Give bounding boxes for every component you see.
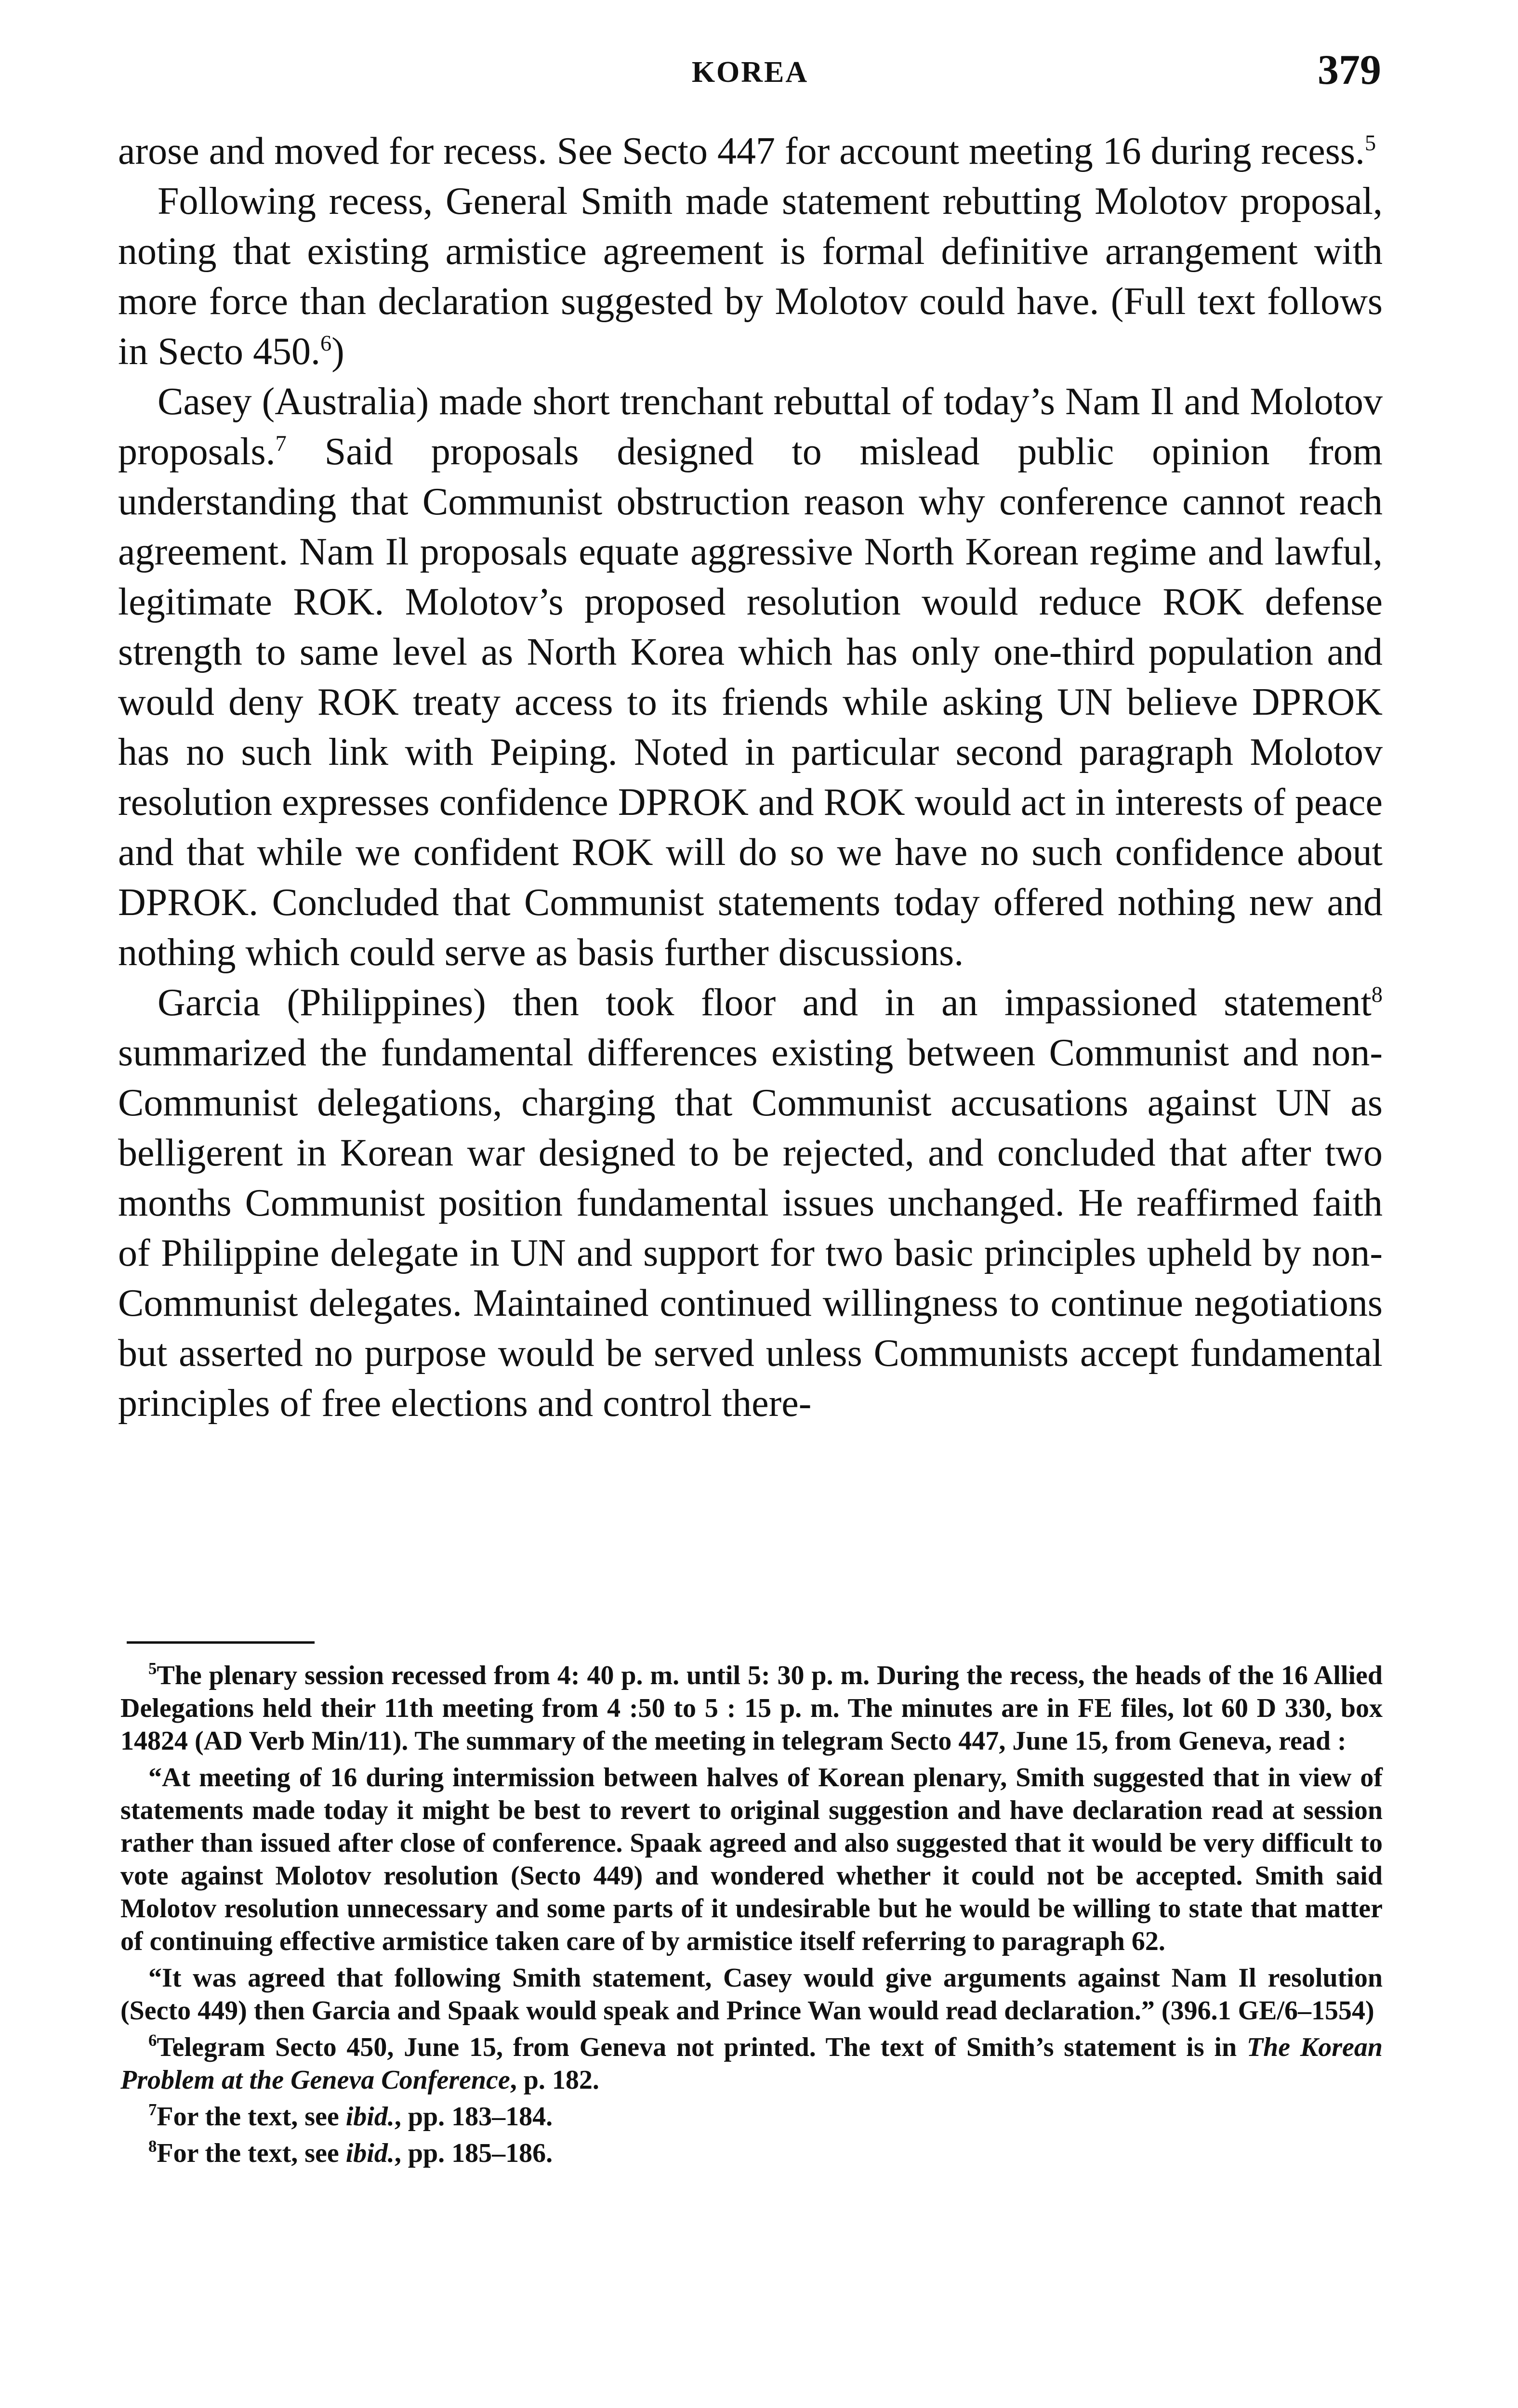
footnote-8-mark: 8 xyxy=(148,2137,157,2156)
footnote-5-text: The plenary session recessed from 4: 40 p. m. until 5: 30 p. m. During the recess, the heads of the 16 Allied Delegations held their 11th meeting from 4 :50 to 5 : 15 p. m. The minutes are in FE files, lot 60 D 330, box 14824 (AD Verb Min/11). The summary of the meeting in telegram Secto 447, June 15, from Geneva, read : xyxy=(120,1661,1383,1756)
paragraph-2 xyxy=(118,176,1383,377)
footnote-ref-5: 5 xyxy=(1365,131,1376,156)
footnote-ref-8: 8 xyxy=(1371,982,1383,1008)
paragraph-1 xyxy=(118,126,1383,176)
footnote-6-mark: 6 xyxy=(148,2031,157,2050)
footnote-5-mark: 5 xyxy=(148,1659,157,1678)
footnote-8-pages: , pp. 185–186. xyxy=(394,2138,553,2168)
footnote-6-text: Telegram Secto 450, June 15, from Geneva not printed. The text of Smith’s statement is in xyxy=(157,2032,1247,2062)
running-head: KOREA xyxy=(691,56,809,89)
footnote-7-ibid: ibid. xyxy=(345,2102,395,2132)
paragraph-3-rest: Said proposals designed to mislead public opinion from understanding that Communist obstruction reason why conference cannot reach agreement. Nam Il proposals equate aggressive North Korean regime and lawful, legitimate ROK. Molotov’s proposed resolution would reduce ROK defense strength to same level as North Korea which has only one-third population and would deny ROK treaty access to its friends while asking UN believe DPROK has no such link with Peiping. Noted in particular second paragraph Molotov resolution expresses confidence DPROK and ROK would act in interests of peace and that while we confident ROK will do so we have no such confidence about DPROK. Concluded that Communist statements today offered nothing new and nothing which could serve as basis further discussions. xyxy=(118,431,1383,974)
footnote-6-page: , p. 182. xyxy=(510,2065,599,2095)
footnote-7-text: For the text, see xyxy=(157,2102,346,2132)
footnotes xyxy=(120,1659,1383,2173)
page-header xyxy=(119,46,1381,99)
footnote-6-title: The Korean Problem at the Geneva Conference xyxy=(120,2032,1383,2095)
paragraph-4-rest: summarized the fundamental differences existing between Communist and non-Communist delegations, charging that Communist accusations against UN as belligerent in Korean war designed to be rejected, and concluded that after two months Communist position fundamental issues unchanged. He reaffirmed faith of Philippine delegate in UN and support for two basic principles upheld by non-Communist delegates. Maintained continued willingness to continue negotiations but asserted no purpose would be served unless Communists accept fundamental principles of free elections and control there- xyxy=(118,1032,1383,1425)
paragraph-3 xyxy=(118,377,1383,978)
footnote-ref-7: 7 xyxy=(275,432,287,457)
footnote-8 xyxy=(120,2137,1383,2170)
page-number: 379 xyxy=(1318,47,1381,93)
footnote-5 xyxy=(120,1659,1383,1757)
footnote-7-mark: 7 xyxy=(148,2100,157,2120)
footnote-5-quote-1: “At meeting of 16 during intermission between halves of Korean plenary, Smith suggested that in view of statements made today it might be best to revert to original suggestion and have declaration read at session rather than issued after close of conference. Spaak agreed and also suggested that it would be very difficult to vote against Molotov resolution (Secto 449) and wondered whether it could not be accepted. Smith said Molotov resolution unnecessary and some parts of it undesirable but he would be willing to state that matter of continuing effective armistice taken care of by armistice itself referring to paragraph 62. xyxy=(120,1763,1383,1956)
paragraph-2-text: Following recess, General Smith made statement rebutting Molotov proposal, noting that existing armistice agreement is formal definitive arrangement with more force than declaration suggested by Molotov could have. (Full text follows in Secto 450. xyxy=(118,180,1383,373)
footnote-7-pages: , pp. 183–184. xyxy=(394,2102,553,2132)
paragraph-1-text: arose and moved for recess. See Secto 447 for account meeting 16 during recess. xyxy=(118,130,1365,172)
body-text xyxy=(118,126,1383,1428)
footnote-7 xyxy=(120,2100,1383,2133)
footnote-6 xyxy=(120,2031,1383,2096)
footnote-separator xyxy=(127,1641,315,1644)
footnote-8-ibid: ibid. xyxy=(345,2138,395,2168)
paragraph-4-text: Garcia (Philippines) then took floor and in an impassioned statement xyxy=(158,982,1372,1024)
footnote-8-text: For the text, see xyxy=(157,2138,346,2168)
paragraph-3-text: Casey (Australia) made short trenchant rebuttal of today’s Nam Il and Molotov proposals. xyxy=(118,380,1383,473)
paragraph-2-close: ) xyxy=(331,330,344,373)
paragraph-4 xyxy=(118,978,1383,1428)
footnote-5-quote-2: “It was agreed that following Smith statement, Casey would give arguments against Nam Il resolution (Secto 449) then Garcia and Spaak would speak and Prince Wan would read declaration.” (396.1 GE/6–1554) xyxy=(120,1963,1383,2026)
footnote-ref-6: 6 xyxy=(320,331,332,356)
